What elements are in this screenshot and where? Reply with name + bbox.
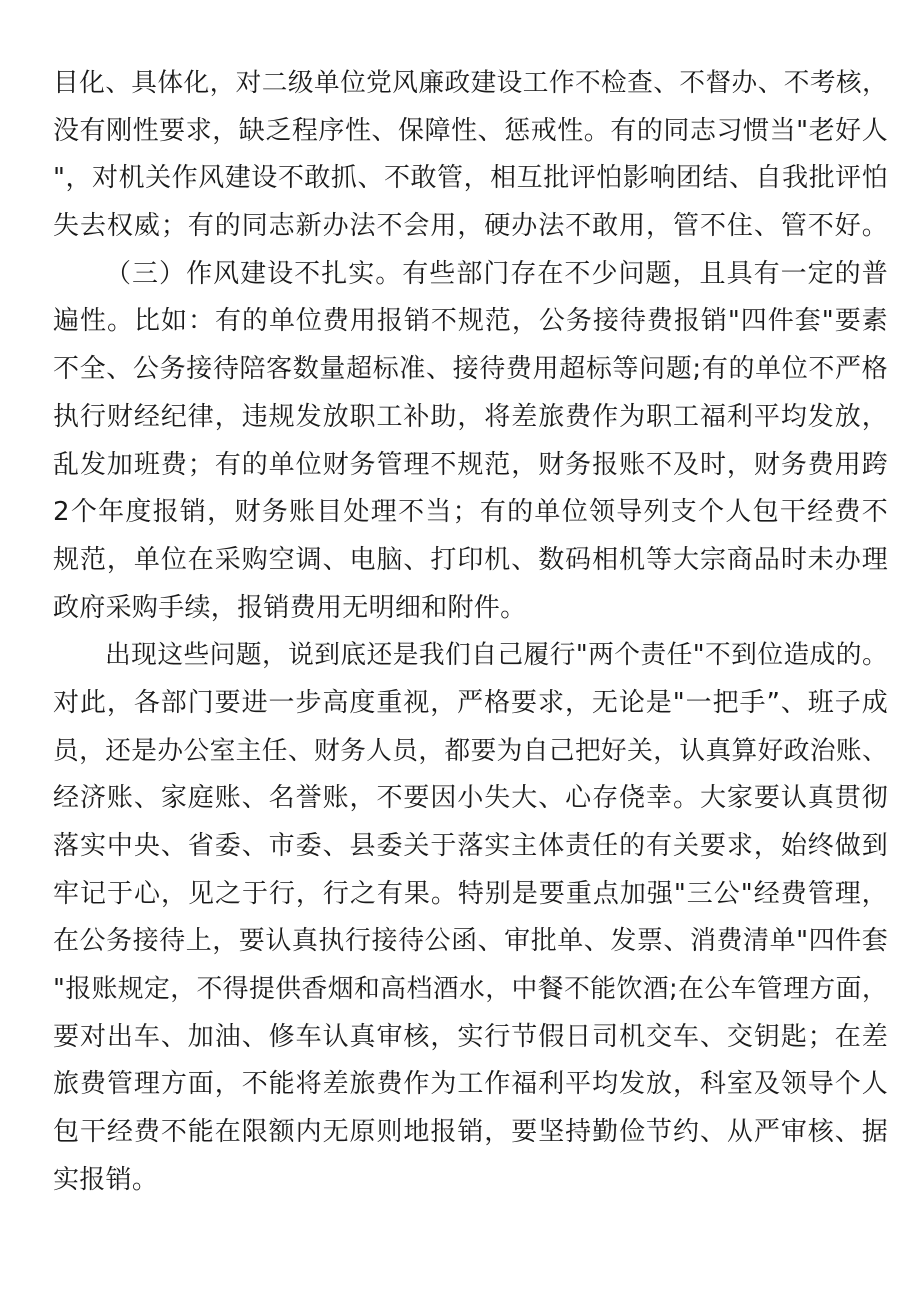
text-line: 实报销。 xyxy=(53,1164,159,1195)
text-line: 旅费管理方面，不能将差旅费作为工作福利平均发放，科室及领导个人 xyxy=(53,1069,888,1100)
text-line: 2个年度报销，财务账目处理不当；有的单位领导列支个人包干经费不 xyxy=(53,497,888,528)
paragraph-start-line: 出现这些问题，说到底还是我们自己履行"两个责任"不到位造成的。 xyxy=(105,640,888,671)
text-line: 没有刚性要求，缺乏程序性、保障性、惩戒性。有的同志习惯当"老好人 xyxy=(53,115,888,146)
text-line: 包干经费不能在限额内无原则地报销，要坚持勤俭节约、从严审核、据 xyxy=(53,1117,888,1148)
text-line: 要对出车、加油、修车认真审核，实行节假日司机交车、交钥匙；在差 xyxy=(53,1021,888,1052)
text-line: 对此，各部门要进一步高度重视，严格要求，无论是"一把手”、班子成 xyxy=(53,687,888,718)
text-line: 执行财经纪律，违规发放职工补助，将差旅费作为职工福利平均发放， xyxy=(53,401,888,432)
text-line: 经济账、家庭账、名誉账，不要因小失大、心存侥幸。大家要认真贯彻 xyxy=(53,783,888,814)
text-line: 遍性。比如：有的单位费用报销不规范，公务接待费报销"四件套"要素 xyxy=(53,306,888,337)
document-body xyxy=(53,60,888,1205)
text-line: 规范，单位在采购空调、电脑、打印机、数码相机等大宗商品时未办理 xyxy=(53,544,888,575)
text-line: 落实中央、省委、市委、县委关于落实主体责任的有关要求，始终做到 xyxy=(53,831,888,861)
text-line: 政府采购手续，报销费用无明细和附件。 xyxy=(53,592,527,623)
text-line: 乱发加班费；有的单位财务管理不规范，财务报账不及时，财务费用跨 xyxy=(53,449,888,480)
text-line: "报账规定，不得提供香烟和高档酒水，中餐不能饮酒;在公车管理方面， xyxy=(53,974,888,1005)
text-line: 在公务接待上，要认真执行接待公函、审批单、发票、消费清单"四件套 xyxy=(53,926,888,957)
text-line: 目化、具体化，对二级单位党风廉政建设工作不检查、不督办、不考核， xyxy=(53,68,888,98)
text-line: 失去权威；有的同志新办法不会用，硬办法不敢用，管不住、管不好。 xyxy=(53,211,888,242)
text-line: 牢记于心，见之于行，行之有果。特别是要重点加强"三公"经费管理， xyxy=(53,878,888,909)
text-line: 员，还是办公室主任、财务人员，都要为自己把好关，认真算好政治账、 xyxy=(53,735,888,766)
text-line: "，对机关作风建设不敢抓、不敢管，相互批评怕影响团结、自我批评怕 xyxy=(53,163,888,194)
text-line: 不全、公务接待陪客数量超标准、接待费用超标等问题;有的单位不严格 xyxy=(53,354,888,385)
section-heading-line: （三）作风建设不扎实。有些部门存在不少问题，且具有一定的普 xyxy=(105,258,888,289)
